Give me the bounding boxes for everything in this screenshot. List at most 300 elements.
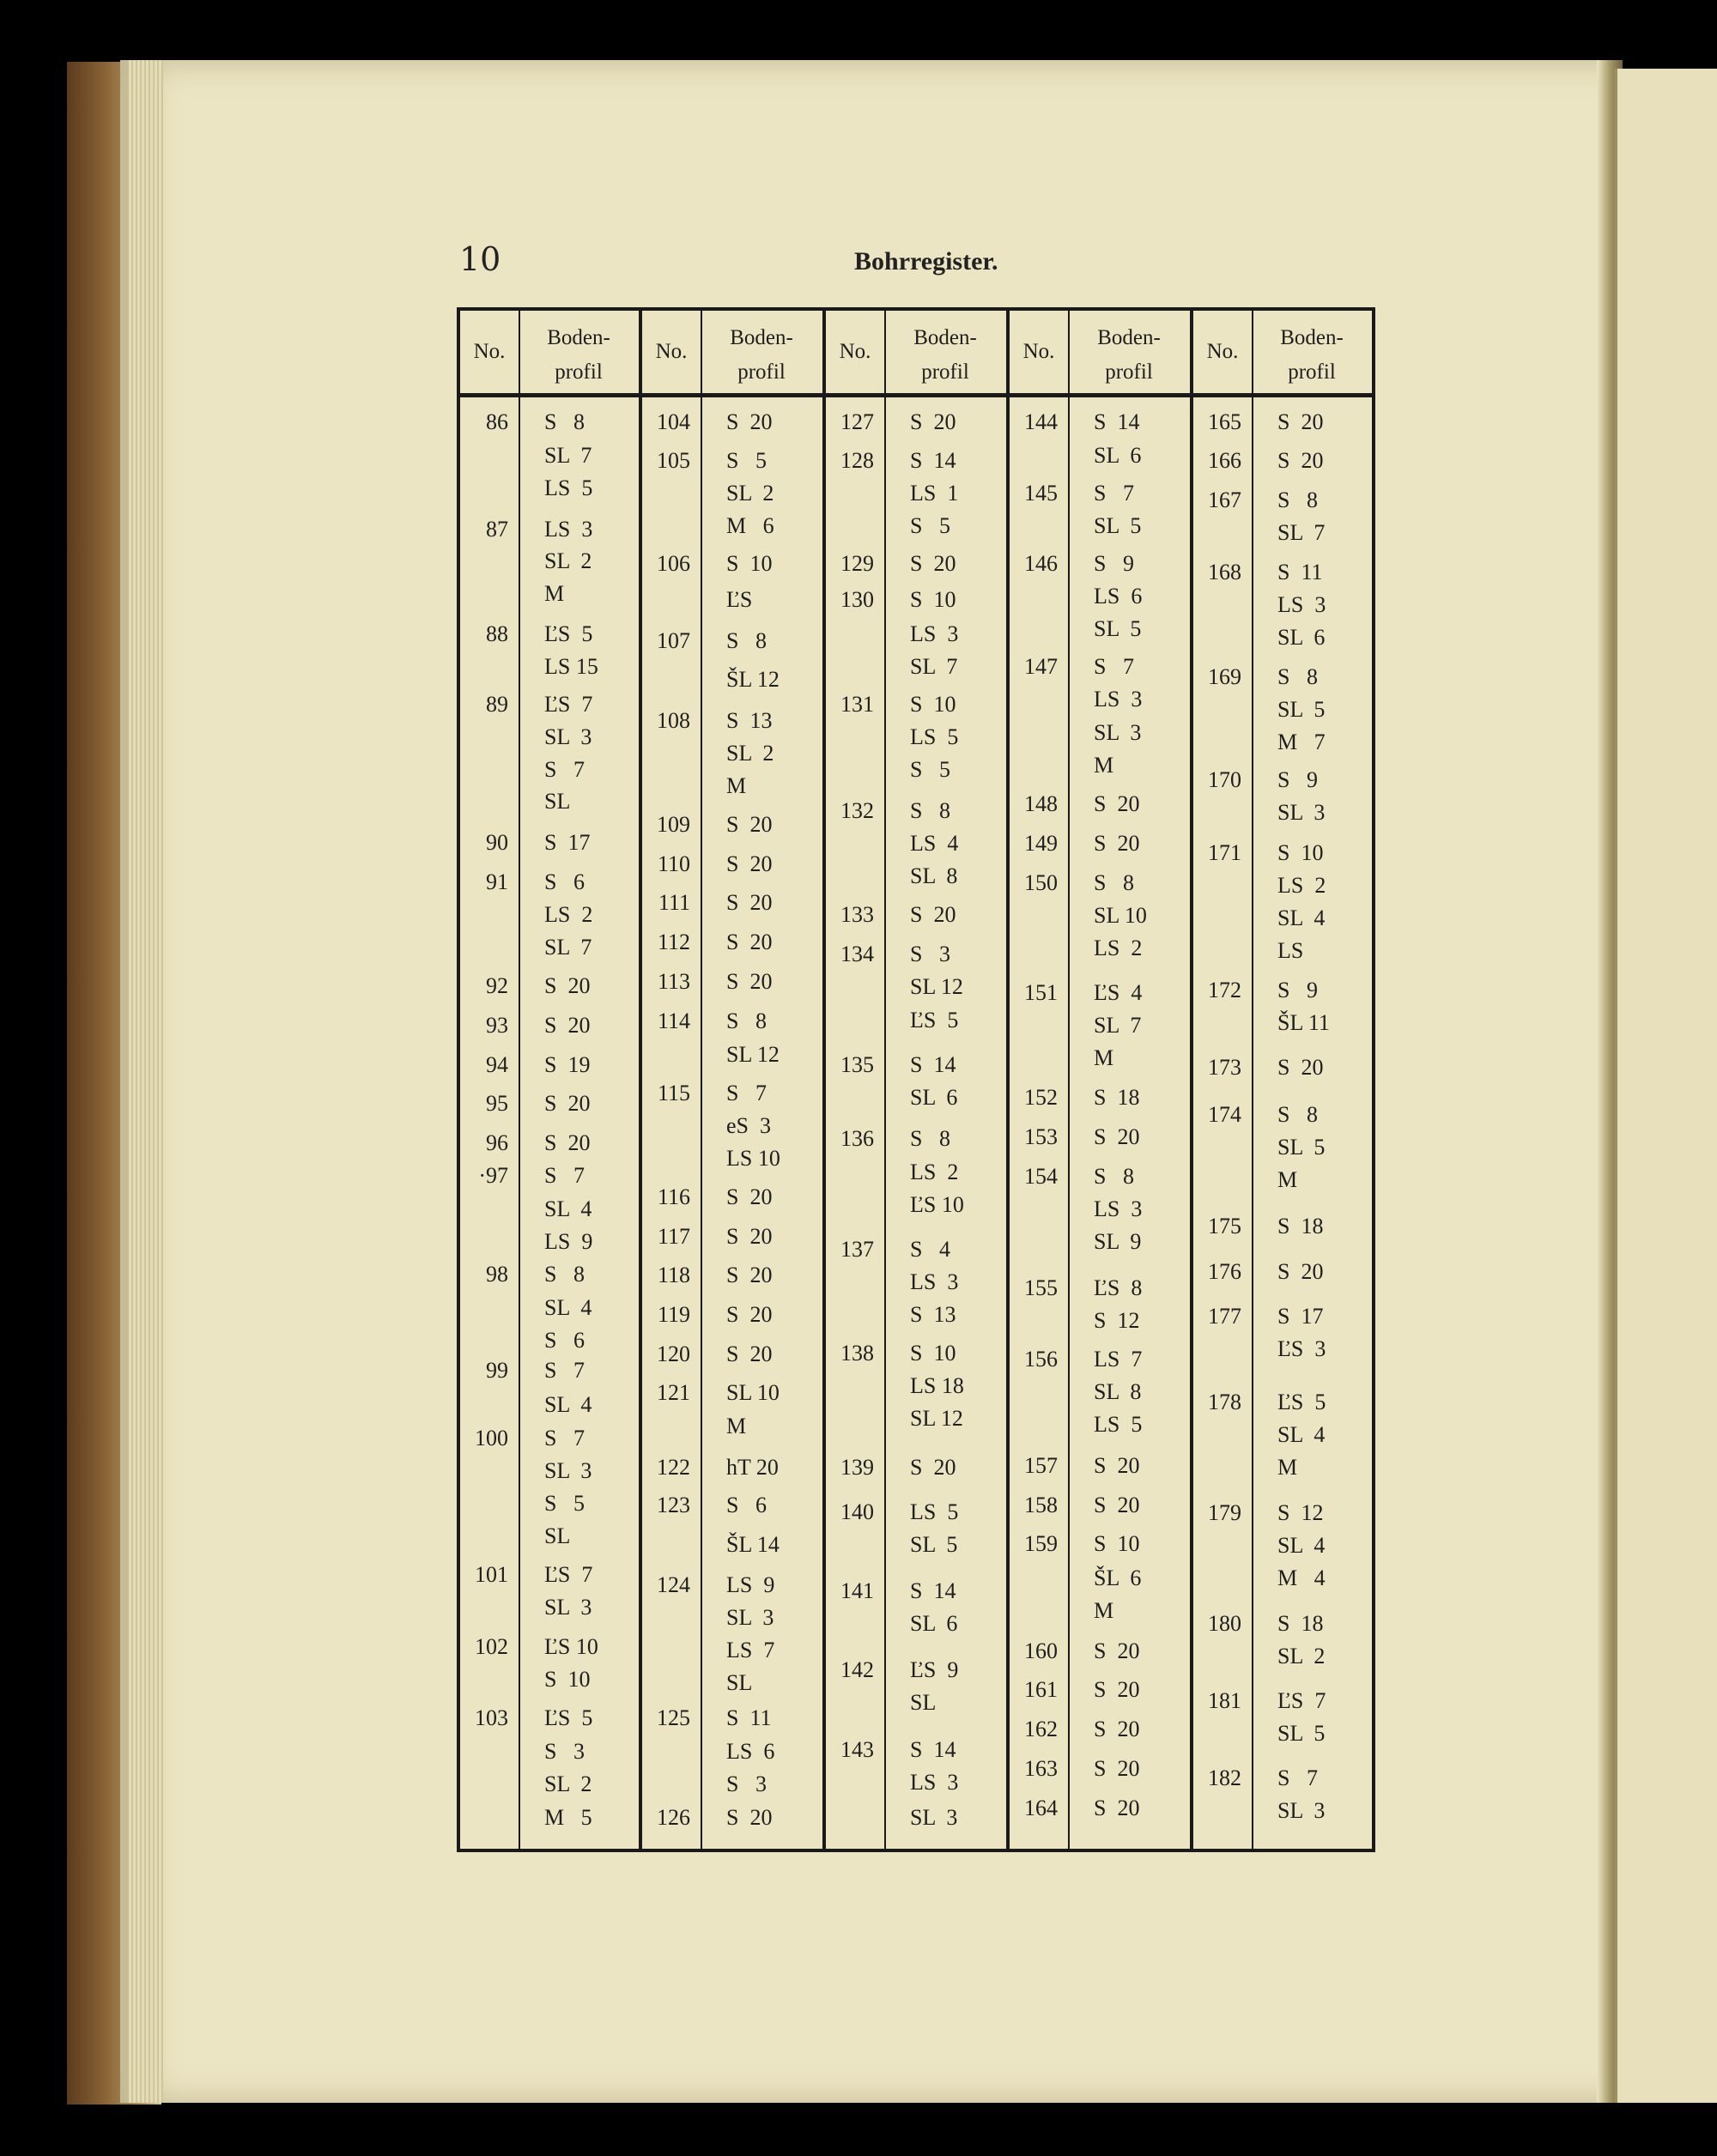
- soil-profile-entry: SL 7: [1277, 520, 1326, 545]
- borehole-number: 93: [486, 1013, 508, 1038]
- soil-profile-entry: SL 5: [1277, 697, 1326, 722]
- borehole-number: 156: [1024, 1347, 1058, 1372]
- soil-profile-entry: S 20: [544, 1130, 591, 1155]
- header-no: No.: [1022, 340, 1055, 363]
- soil-profile-entry: SL 7: [544, 935, 592, 960]
- soil-profile-entry: S 20: [726, 812, 773, 837]
- soil-profile-entry: S 10: [910, 1341, 956, 1366]
- soil-profile-entry: LS 2: [1094, 936, 1143, 960]
- soil-profile-entry: ĽS 7: [544, 692, 593, 717]
- soil-profile-entry: SL 7: [910, 654, 958, 679]
- soil-profile-entry: S 8: [1277, 664, 1318, 689]
- borehole-number: 87: [486, 517, 508, 542]
- borehole-number: 143: [840, 1737, 874, 1762]
- soil-profile-entry: S 12: [1094, 1308, 1140, 1333]
- group-divider: [639, 311, 642, 1849]
- borehole-number: 131: [840, 692, 874, 717]
- soil-profile-entry: S 12: [1277, 1500, 1324, 1525]
- soil-profile-entry: SL 6: [1094, 443, 1142, 468]
- soil-profile-entry: S 7: [1094, 481, 1134, 506]
- soil-profile-entry: S 17: [544, 830, 591, 855]
- borehole-number: 122: [657, 1455, 690, 1480]
- soil-profile-entry: S 6: [726, 1493, 767, 1517]
- soil-profile-entry: ĽS 10: [544, 1634, 598, 1659]
- borehole-number: 165: [1208, 409, 1241, 434]
- soil-profile-entry: S 10: [1277, 840, 1324, 865]
- borehole-number: 177: [1208, 1304, 1241, 1329]
- soil-profile-entry: S 20: [1094, 1124, 1140, 1149]
- soil-profile-entry: ĽS 4: [1094, 980, 1143, 1005]
- soil-profile-entry: S 17: [1277, 1304, 1324, 1329]
- header-profile-line2: profil: [921, 360, 969, 384]
- soil-profile-entry: S 8: [1277, 1102, 1318, 1127]
- soil-profile-entry: SL 3: [1277, 1798, 1326, 1823]
- soil-profile-entry: SL 7: [1094, 1013, 1142, 1038]
- soil-profile-entry: S 20: [726, 969, 773, 994]
- soil-profile-entry: LS 7: [1094, 1347, 1143, 1372]
- borehole-number: 99: [486, 1358, 508, 1383]
- soil-profile-entry: S 3: [910, 942, 950, 966]
- soil-profile-entry: LS 2: [544, 902, 593, 927]
- borehole-number: 88: [486, 621, 508, 646]
- soil-profile-entry: S 20: [1094, 1756, 1140, 1781]
- soil-profile-entry: S 8: [1094, 870, 1134, 895]
- header-bodenprofil: [1252, 321, 1372, 390]
- soil-profile-entry: S 10: [910, 692, 956, 717]
- soil-profile-entry: S 5: [726, 448, 767, 473]
- soil-profile-entry: M: [1277, 1167, 1298, 1192]
- soil-profile-entry: S 20: [726, 851, 773, 876]
- soil-profile-entry: SL 10: [1094, 903, 1147, 928]
- soil-profile-entry: M: [544, 581, 565, 606]
- borehole-number: 135: [840, 1052, 874, 1077]
- soil-profile-entry: S 10: [1094, 1531, 1140, 1556]
- header-bodenprofil: [519, 321, 639, 390]
- borehole-number: 147: [1024, 654, 1058, 679]
- soil-profile-entry: S 20: [1277, 409, 1324, 434]
- borehole-number: 95: [486, 1091, 508, 1116]
- soil-profile-entry: S 7: [544, 1163, 585, 1188]
- borehole-number: 96: [486, 1130, 508, 1155]
- borehole-number: 134: [840, 942, 874, 966]
- soil-profile-entry: SL 3: [1094, 720, 1142, 745]
- soil-profile-entry: LS 2: [1277, 873, 1326, 898]
- soil-profile-entry: ĽS 7: [544, 1562, 593, 1587]
- soil-profile-entry: M 6: [726, 513, 774, 538]
- borehole-number: 120: [657, 1341, 690, 1366]
- borehole-number: ·97: [478, 1163, 508, 1188]
- soil-profile-entry: S 14: [910, 1578, 956, 1603]
- borehole-register-table: [457, 307, 1375, 1852]
- soil-profile-entry: LS 5: [910, 724, 959, 749]
- borehole-number: 100: [475, 1426, 508, 1450]
- borehole-number: 105: [657, 448, 690, 473]
- soil-profile-entry: S 7: [1277, 1765, 1318, 1790]
- soil-profile-entry: ĽS 3: [1277, 1336, 1326, 1361]
- soil-profile-entry: ĽS 9: [910, 1657, 959, 1682]
- soil-profile-entry: ĽS: [726, 587, 753, 612]
- soil-profile-entry: LS 3: [1094, 687, 1143, 712]
- header-bodenprofil: [701, 321, 822, 390]
- page-number: 10: [459, 240, 501, 278]
- soil-profile-entry: SL 4: [1277, 1533, 1326, 1558]
- soil-profile-entry: M 7: [1277, 730, 1326, 754]
- soil-profile-entry: LS 18: [910, 1373, 964, 1398]
- header-profile-line1: Boden-: [547, 326, 610, 349]
- soil-profile-entry: S 18: [1277, 1611, 1324, 1636]
- borehole-number: 133: [840, 902, 874, 927]
- soil-profile-entry: SL 2: [726, 481, 774, 506]
- soil-profile-entry: hT 20: [726, 1455, 779, 1480]
- borehole-number: 157: [1024, 1453, 1058, 1478]
- soil-profile-entry: S 20: [910, 409, 956, 434]
- soil-profile-entry: SL 9: [1094, 1229, 1142, 1254]
- soil-profile-entry: SL 4: [544, 1196, 592, 1221]
- borehole-number: 107: [657, 628, 690, 653]
- borehole-number: 101: [475, 1562, 508, 1587]
- soil-profile-entry: LS: [1277, 938, 1304, 963]
- soil-profile-entry: LS 6: [726, 1739, 775, 1764]
- borehole-number: 150: [1024, 870, 1058, 895]
- borehole-number: 103: [475, 1705, 508, 1730]
- soil-profile-entry: LS 9: [726, 1572, 775, 1597]
- soil-profile-entry: S 20: [1094, 791, 1140, 816]
- soil-profile-entry: S 10: [910, 587, 956, 612]
- soil-profile-entry: S 20: [910, 902, 956, 927]
- soil-profile-entry: S 8: [1094, 1164, 1134, 1189]
- borehole-number: 108: [657, 708, 690, 733]
- header-profile-line1: Boden-: [730, 326, 793, 349]
- soil-profile-entry: S 20: [726, 1341, 773, 1366]
- soil-profile-entry: S 20: [1094, 1453, 1140, 1478]
- borehole-number: 139: [840, 1455, 874, 1480]
- soil-profile-entry: SL 12: [910, 1406, 963, 1431]
- soil-profile-entry: S 18: [1094, 1085, 1140, 1110]
- borehole-number: 154: [1024, 1164, 1058, 1189]
- borehole-number: 123: [657, 1493, 690, 1517]
- borehole-number: 180: [1208, 1611, 1241, 1636]
- column-divider: [1068, 311, 1070, 1849]
- soil-profile-entry: SL: [544, 789, 571, 814]
- soil-profile-entry: S 6: [544, 869, 585, 894]
- borehole-number: 171: [1208, 840, 1241, 865]
- soil-profile-entry: M: [1094, 1598, 1114, 1623]
- soil-profile-entry: LS 9: [544, 1229, 593, 1254]
- borehole-number: 92: [486, 973, 508, 998]
- soil-profile-entry: S 20: [1094, 831, 1140, 856]
- soil-profile-entry: SL 5: [1277, 1135, 1326, 1160]
- soil-profile-entry: S 20: [910, 1455, 956, 1480]
- borehole-number: 109: [657, 812, 690, 837]
- borehole-number: 138: [840, 1341, 874, 1366]
- borehole-number: 178: [1208, 1390, 1241, 1414]
- soil-profile-entry: S 9: [1094, 551, 1134, 576]
- borehole-number: 94: [486, 1052, 508, 1077]
- soil-profile-entry: SL 10: [726, 1380, 780, 1405]
- soil-profile-entry: SL 4: [544, 1295, 592, 1320]
- soil-profile-entry: S 7: [1094, 654, 1134, 679]
- soil-profile-entry: SL 4: [1277, 1422, 1326, 1447]
- header-rule: [460, 393, 1372, 397]
- soil-profile-entry: S 8: [544, 1262, 585, 1287]
- borehole-number: 118: [657, 1263, 690, 1287]
- soil-profile-entry: LS 3: [910, 1269, 959, 1294]
- soil-profile-entry: ĽS 5: [544, 621, 593, 646]
- borehole-number: 151: [1024, 980, 1058, 1005]
- soil-profile-entry: ŠL 11: [1277, 1010, 1330, 1035]
- borehole-number: 153: [1024, 1124, 1058, 1149]
- borehole-number: 164: [1024, 1796, 1058, 1820]
- soil-profile-entry: LS 5: [544, 475, 593, 500]
- borehole-number: 113: [657, 969, 690, 994]
- soil-profile-entry: SL 8: [1094, 1379, 1142, 1404]
- soil-profile-entry: SL 6: [1277, 625, 1326, 650]
- page-edges: [129, 60, 163, 2103]
- borehole-number: 116: [657, 1184, 690, 1209]
- soil-profile-entry: SL 8: [910, 863, 958, 888]
- soil-profile-entry: S 3: [726, 1771, 767, 1796]
- borehole-number: 144: [1024, 409, 1058, 434]
- soil-profile-entry: S 5: [910, 513, 950, 538]
- borehole-number: 104: [657, 409, 690, 434]
- soil-profile-entry: LS 3: [910, 621, 959, 646]
- borehole-number: 129: [840, 551, 874, 576]
- soil-profile-entry: S 8: [910, 798, 950, 823]
- borehole-number: 170: [1208, 767, 1241, 792]
- soil-profile-entry: SL 5: [1094, 616, 1142, 641]
- soil-profile-entry: LS 3: [544, 517, 593, 542]
- soil-profile-entry: LS 1: [910, 481, 959, 506]
- soil-profile-entry: S 20: [726, 1805, 773, 1830]
- soil-profile-entry: S 20: [544, 973, 591, 998]
- header-profile-line1: Boden-: [1097, 326, 1161, 349]
- soil-profile-entry: S 8: [544, 409, 585, 434]
- borehole-number: 179: [1208, 1500, 1241, 1525]
- borehole-number: 160: [1024, 1638, 1058, 1663]
- borehole-number: 91: [486, 869, 508, 894]
- header-profile-line2: profil: [1105, 360, 1153, 384]
- soil-profile-entry: S 14: [910, 1737, 956, 1762]
- soil-profile-entry: SL 4: [1277, 905, 1326, 930]
- soil-profile-entry: S 14: [910, 448, 956, 473]
- borehole-number: 161: [1024, 1677, 1058, 1702]
- borehole-number: 142: [840, 1657, 874, 1682]
- soil-profile-entry: S 13: [910, 1302, 956, 1327]
- soil-profile-entry: S 7: [726, 1081, 767, 1105]
- borehole-number: 89: [486, 692, 508, 717]
- running-head: Bohrregister.: [854, 247, 998, 276]
- soil-profile-entry: S 5: [910, 757, 950, 782]
- borehole-number: 132: [840, 798, 874, 823]
- borehole-number: 182: [1208, 1765, 1241, 1790]
- soil-profile-entry: S 18: [1277, 1214, 1324, 1238]
- soil-profile-entry: M: [1277, 1455, 1298, 1480]
- header-profile-line2: profil: [1288, 360, 1336, 384]
- soil-profile-entry: LS 3: [1094, 1196, 1143, 1221]
- header-no: No.: [473, 340, 506, 363]
- header-profile-line2: profil: [737, 360, 786, 384]
- borehole-number: 121: [657, 1380, 690, 1405]
- borehole-number: 176: [1208, 1259, 1241, 1284]
- group-divider: [1006, 311, 1010, 1849]
- borehole-number: 106: [657, 551, 690, 576]
- header-bodenprofil: [884, 321, 1006, 390]
- soil-profile-entry: S 3: [544, 1739, 585, 1764]
- header-profile-line1: Boden-: [1280, 326, 1344, 349]
- soil-profile-entry: S 10: [544, 1667, 591, 1692]
- borehole-number: 119: [657, 1302, 690, 1327]
- borehole-number: 174: [1208, 1102, 1241, 1127]
- borehole-number: 152: [1024, 1085, 1058, 1110]
- soil-profile-entry: S 20: [726, 1302, 773, 1327]
- borehole-number: 111: [658, 890, 690, 915]
- borehole-number: 140: [840, 1499, 874, 1524]
- soil-profile-entry: M: [726, 1414, 747, 1438]
- soil-profile-entry: S 20: [1094, 1638, 1140, 1663]
- column-divider: [884, 311, 886, 1849]
- soil-profile-entry: S 6: [544, 1328, 585, 1353]
- soil-profile-entry: ĽS 5: [544, 1705, 593, 1730]
- soil-profile-entry: S 8: [910, 1126, 950, 1151]
- borehole-number: 125: [657, 1705, 690, 1730]
- soil-profile-entry: SL 2: [544, 1771, 592, 1796]
- soil-profile-entry: LS 15: [544, 654, 598, 679]
- soil-profile-entry: M 4: [1277, 1566, 1326, 1590]
- borehole-number: 166: [1208, 448, 1241, 473]
- soil-profile-entry: SL 3: [1277, 800, 1326, 825]
- soil-profile-entry: ĽS 8: [1094, 1275, 1143, 1300]
- borehole-number: 130: [840, 587, 874, 612]
- borehole-number: 124: [657, 1572, 690, 1597]
- soil-profile-entry: SL 3: [544, 724, 592, 749]
- soil-profile-entry: S 20: [910, 551, 956, 576]
- borehole-number: 159: [1024, 1531, 1058, 1556]
- soil-profile-entry: SL 5: [1094, 513, 1142, 538]
- borehole-number: 146: [1024, 551, 1058, 576]
- borehole-number: 114: [657, 1008, 690, 1033]
- soil-profile-entry: M 5: [544, 1805, 592, 1830]
- soil-profile-entry: SL 5: [1277, 1721, 1326, 1746]
- soil-profile-entry: S 20: [726, 1184, 773, 1209]
- soil-profile-entry: S 11: [726, 1705, 772, 1730]
- soil-profile-entry: S 14: [910, 1052, 956, 1077]
- borehole-number: 145: [1024, 481, 1058, 506]
- borehole-number: 90: [486, 830, 508, 855]
- borehole-number: 172: [1208, 978, 1241, 1002]
- soil-profile-entry: S 11: [1277, 560, 1323, 584]
- soil-profile-entry: LS 7: [726, 1638, 775, 1662]
- soil-profile-entry: ŠL 12: [726, 667, 780, 692]
- soil-profile-entry: SL 7: [544, 443, 592, 468]
- borehole-number: 110: [657, 851, 690, 876]
- borehole-number: 98: [486, 1262, 508, 1287]
- borehole-number: 141: [840, 1578, 874, 1603]
- borehole-number: 158: [1024, 1493, 1058, 1517]
- soil-profile-entry: SL 2: [1277, 1644, 1326, 1668]
- soil-profile-entry: eS 3: [726, 1113, 771, 1138]
- header-no: No.: [839, 340, 871, 363]
- group-divider: [822, 311, 826, 1849]
- borehole-number: 168: [1208, 560, 1241, 584]
- soil-profile-entry: ĽS 5: [910, 1008, 959, 1033]
- soil-profile-entry: SL 3: [544, 1458, 592, 1483]
- soil-profile-entry: S 7: [544, 1426, 585, 1450]
- soil-profile-entry: ĽS 10: [910, 1192, 964, 1217]
- borehole-number: 155: [1024, 1275, 1058, 1300]
- soil-profile-entry: S 5: [544, 1491, 585, 1516]
- borehole-number: 117: [657, 1224, 690, 1249]
- soil-profile-entry: S 20: [726, 1263, 773, 1287]
- borehole-number: 136: [840, 1126, 874, 1151]
- borehole-number: 167: [1208, 488, 1241, 512]
- soil-profile-entry: M: [1094, 753, 1114, 778]
- soil-profile-entry: SL 6: [910, 1085, 958, 1110]
- borehole-number: 173: [1208, 1055, 1241, 1080]
- header-profile-line1: Boden-: [913, 326, 977, 349]
- soil-profile-entry: S 9: [1277, 767, 1318, 792]
- soil-profile-entry: S 20: [726, 930, 773, 954]
- header-no: No.: [1206, 340, 1239, 363]
- column-divider: [701, 311, 702, 1849]
- header-profile-line2: profil: [555, 360, 603, 384]
- borehole-number: 102: [475, 1634, 508, 1659]
- soil-profile-entry: SL 4: [544, 1392, 592, 1417]
- soil-profile-entry: SL 12: [910, 974, 963, 999]
- borehole-number: 163: [1024, 1756, 1058, 1781]
- soil-profile-entry: S 20: [544, 1091, 591, 1116]
- soil-profile-entry: S 20: [544, 1013, 591, 1038]
- borehole-number: 169: [1208, 664, 1241, 689]
- borehole-number: 127: [840, 409, 874, 434]
- soil-profile-entry: M: [726, 773, 747, 798]
- soil-profile-entry: S 20: [1277, 1259, 1324, 1284]
- soil-profile-entry: LS 5: [910, 1499, 959, 1524]
- soil-profile-entry: S 20: [726, 409, 773, 434]
- borehole-number: 148: [1024, 791, 1058, 816]
- soil-profile-entry: SL: [544, 1523, 571, 1548]
- soil-profile-entry: LS 4: [910, 831, 959, 856]
- soil-profile-entry: S 20: [1277, 1055, 1324, 1080]
- soil-profile-entry: S 13: [726, 708, 773, 733]
- borehole-number: 128: [840, 448, 874, 473]
- soil-profile-entry: S 20: [1094, 1493, 1140, 1517]
- soil-profile-entry: S 14: [1094, 409, 1140, 434]
- soil-profile-entry: S 20: [726, 1224, 773, 1249]
- soil-profile-entry: SL 2: [544, 548, 592, 573]
- borehole-number: 115: [657, 1081, 690, 1105]
- soil-profile-entry: SL 3: [544, 1595, 592, 1620]
- soil-profile-entry: SL: [726, 1670, 753, 1695]
- soil-profile-entry: ĽS 7: [1277, 1688, 1326, 1713]
- soil-profile-entry: S 7: [544, 757, 585, 782]
- soil-profile-entry: S 20: [1094, 1677, 1140, 1702]
- soil-profile-entry: S 20: [1277, 448, 1324, 473]
- soil-profile-entry: ŠL 14: [726, 1532, 780, 1557]
- soil-profile-entry: LS 3: [1277, 592, 1326, 617]
- soil-profile-entry: SL 3: [726, 1605, 774, 1630]
- soil-profile-entry: LS 3: [910, 1770, 959, 1795]
- soil-profile-entry: SL: [910, 1690, 937, 1715]
- soil-profile-entry: ĽS 5: [1277, 1390, 1326, 1414]
- borehole-number: 137: [840, 1237, 874, 1262]
- soil-profile-entry: S 8: [1277, 488, 1318, 512]
- header-no: No.: [655, 340, 688, 363]
- borehole-number: 162: [1024, 1717, 1058, 1741]
- soil-profile-entry: SL 5: [910, 1532, 958, 1557]
- soil-profile-entry: LS 2: [910, 1160, 959, 1184]
- borehole-number: 181: [1208, 1688, 1241, 1713]
- soil-profile-entry: SL 6: [910, 1611, 958, 1636]
